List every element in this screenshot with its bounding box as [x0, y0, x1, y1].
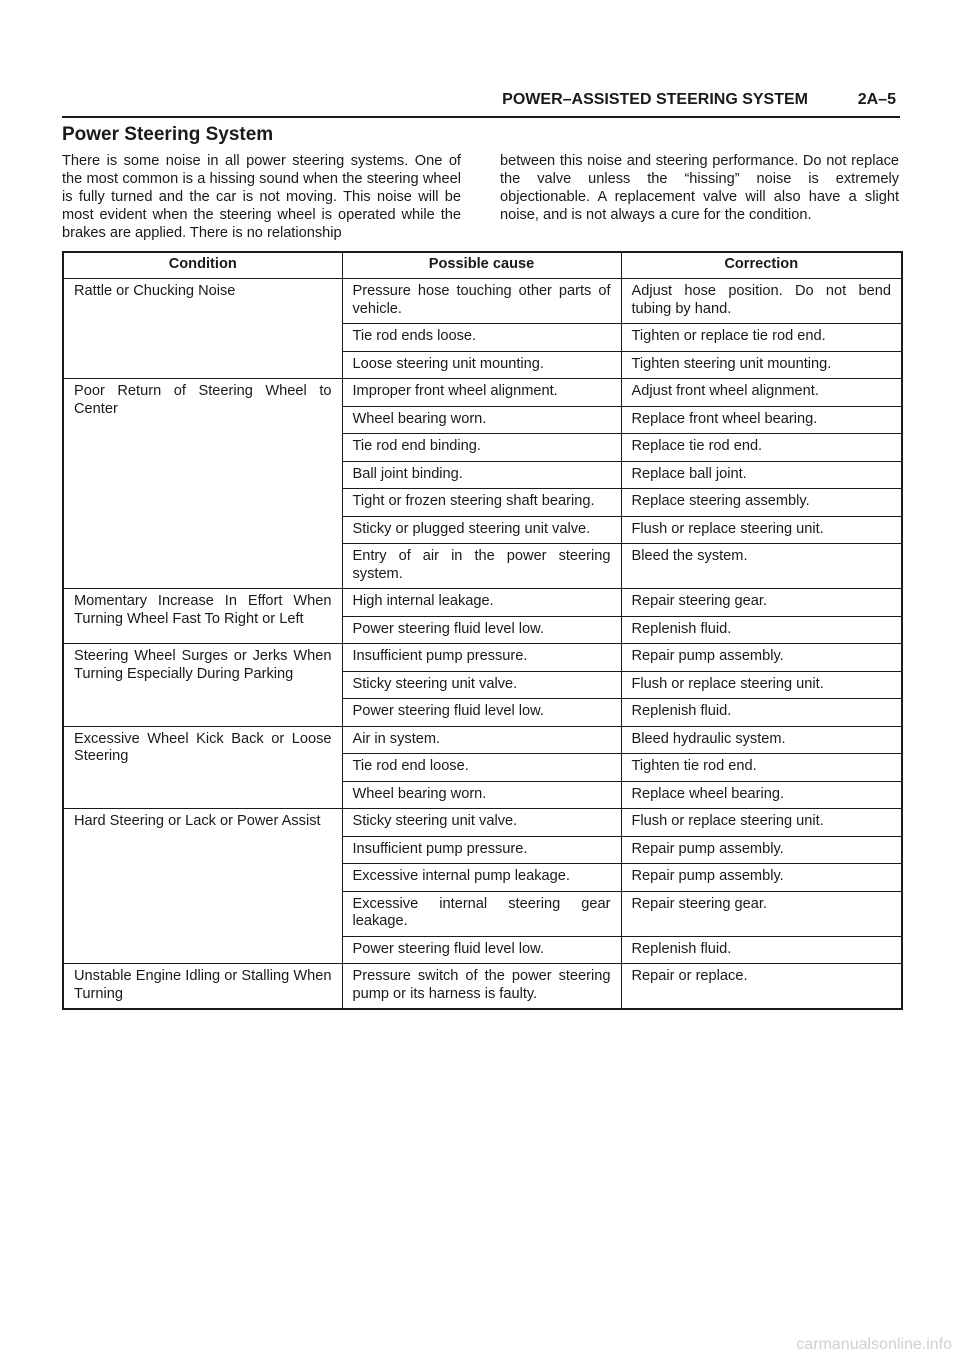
- cause-cell: Sticky steering unit valve.: [342, 671, 621, 699]
- header-title: POWER–ASSISTED STEERING SYSTEM: [502, 91, 808, 108]
- cause-cell: Power steering fluid level low.: [342, 699, 621, 727]
- table-header-row: [63, 252, 902, 279]
- condition-cell: Poor Return of Steering Wheel to Center: [63, 379, 342, 589]
- correction-cell: Bleed hydraulic system.: [621, 726, 902, 754]
- correction-cell: Flush or replace steering unit.: [621, 671, 902, 699]
- cause-cell: Entry of air in the power steering system.: [342, 544, 621, 589]
- page-header: [62, 90, 900, 118]
- correction-cell: Bleed the system.: [621, 544, 902, 589]
- cause-cell: Tie rod end binding.: [342, 434, 621, 462]
- cause-cell: Pressure hose touching other parts of vehicle.: [342, 279, 621, 324]
- cause-cell: Tie rod end loose.: [342, 754, 621, 782]
- table-row: [63, 379, 902, 407]
- cause-cell: Loose steering unit mounting.: [342, 351, 621, 379]
- cause-cell: Improper front wheel alignment.: [342, 379, 621, 407]
- cause-cell: Sticky or plugged steering unit valve.: [342, 516, 621, 544]
- table-row: [63, 809, 902, 837]
- table-row: [63, 964, 902, 1010]
- cause-cell: Ball joint binding.: [342, 461, 621, 489]
- header-possible-cause: Possible cause: [342, 252, 621, 279]
- cause-cell: High internal leakage.: [342, 589, 621, 617]
- condition-cell: Excessive Wheel Kick Back or Loose Steering: [63, 726, 342, 809]
- condition-cell: Unstable Engine Idling or Stalling When Turning: [63, 964, 342, 1010]
- condition-cell: Rattle or Chucking Noise: [63, 279, 342, 379]
- correction-cell: Replenish fluid.: [621, 616, 902, 644]
- table-row: [63, 589, 902, 617]
- cause-cell: Wheel bearing worn.: [342, 406, 621, 434]
- cause-cell: Insufficient pump pressure.: [342, 836, 621, 864]
- cause-cell: Pressure switch of the power steering pump or its harness is faulty.: [342, 964, 621, 1010]
- cause-cell: Excessive internal steering gear leakage.: [342, 891, 621, 936]
- correction-cell: Adjust hose position. Do not bend tubing by hand.: [621, 279, 902, 324]
- table-row: [63, 726, 902, 754]
- correction-cell: Replace wheel bearing.: [621, 781, 902, 809]
- table-body: [63, 279, 902, 1010]
- correction-cell: Repair steering gear.: [621, 891, 902, 936]
- cause-cell: Tie rod ends loose.: [342, 324, 621, 352]
- cause-cell: Power steering fluid level low.: [342, 936, 621, 964]
- correction-cell: Replace ball joint.: [621, 461, 902, 489]
- correction-cell: Replace front wheel bearing.: [621, 406, 902, 434]
- correction-cell: Repair pump assembly.: [621, 644, 902, 672]
- correction-cell: Flush or replace steering unit.: [621, 809, 902, 837]
- correction-cell: Tighten tie rod end.: [621, 754, 902, 782]
- diagnosis-table: [62, 251, 903, 1010]
- correction-cell: Replenish fluid.: [621, 936, 902, 964]
- correction-cell: Repair steering gear.: [621, 589, 902, 617]
- cause-cell: Air in system.: [342, 726, 621, 754]
- correction-cell: Tighten steering unit mounting.: [621, 351, 902, 379]
- cause-cell: Sticky steering unit valve.: [342, 809, 621, 837]
- table-row: [63, 279, 902, 324]
- cause-cell: Excessive internal pump leakage.: [342, 864, 621, 892]
- condition-cell: Steering Wheel Surges or Jerks When Turning Especially During Parking: [63, 644, 342, 727]
- intro-paragraph-left: There is some noise in all power steering systems. One of the most common is a hissing sound when the steering wheel is fully turned and the car is not moving. This noise will be most evident when the steering wheel is operated while the brakes are applied. There is no relationship: [62, 153, 461, 241]
- correction-cell: Tighten or replace tie rod end.: [621, 324, 902, 352]
- intro-paragraph-right: between this noise and steering performance. Do not replace the valve unless the “hissing” noise is extremely objectionable. A replacement valve will also have a slight noise, and is not always a cure for the condition.: [500, 153, 899, 223]
- header-condition: Condition: [63, 252, 342, 279]
- cause-cell: Tight or frozen steering shaft bearing.: [342, 489, 621, 517]
- correction-cell: Flush or replace steering unit.: [621, 516, 902, 544]
- cause-cell: Insufficient pump pressure.: [342, 644, 621, 672]
- correction-cell: Replace tie rod end.: [621, 434, 902, 462]
- cause-cell: Power steering fluid level low.: [342, 616, 621, 644]
- correction-cell: Replenish fluid.: [621, 699, 902, 727]
- correction-cell: Repair pump assembly.: [621, 836, 902, 864]
- table-row: [63, 644, 902, 672]
- cause-cell: Wheel bearing worn.: [342, 781, 621, 809]
- header-correction: Correction: [621, 252, 902, 279]
- section-title: Power Steering System: [62, 124, 274, 145]
- correction-cell: Replace steering assembly.: [621, 489, 902, 517]
- condition-cell: Hard Steering or Lack or Power Assist: [63, 809, 342, 964]
- correction-cell: Adjust front wheel alignment.: [621, 379, 902, 407]
- condition-cell: Momentary Increase In Effort When Turning Wheel Fast To Right or Left: [63, 589, 342, 644]
- page-number: 2A–5: [857, 91, 896, 108]
- watermark-footer: carmanualsonline.info: [796, 1336, 952, 1353]
- correction-cell: Repair pump assembly.: [621, 864, 902, 892]
- correction-cell: Repair or replace.: [621, 964, 902, 1010]
